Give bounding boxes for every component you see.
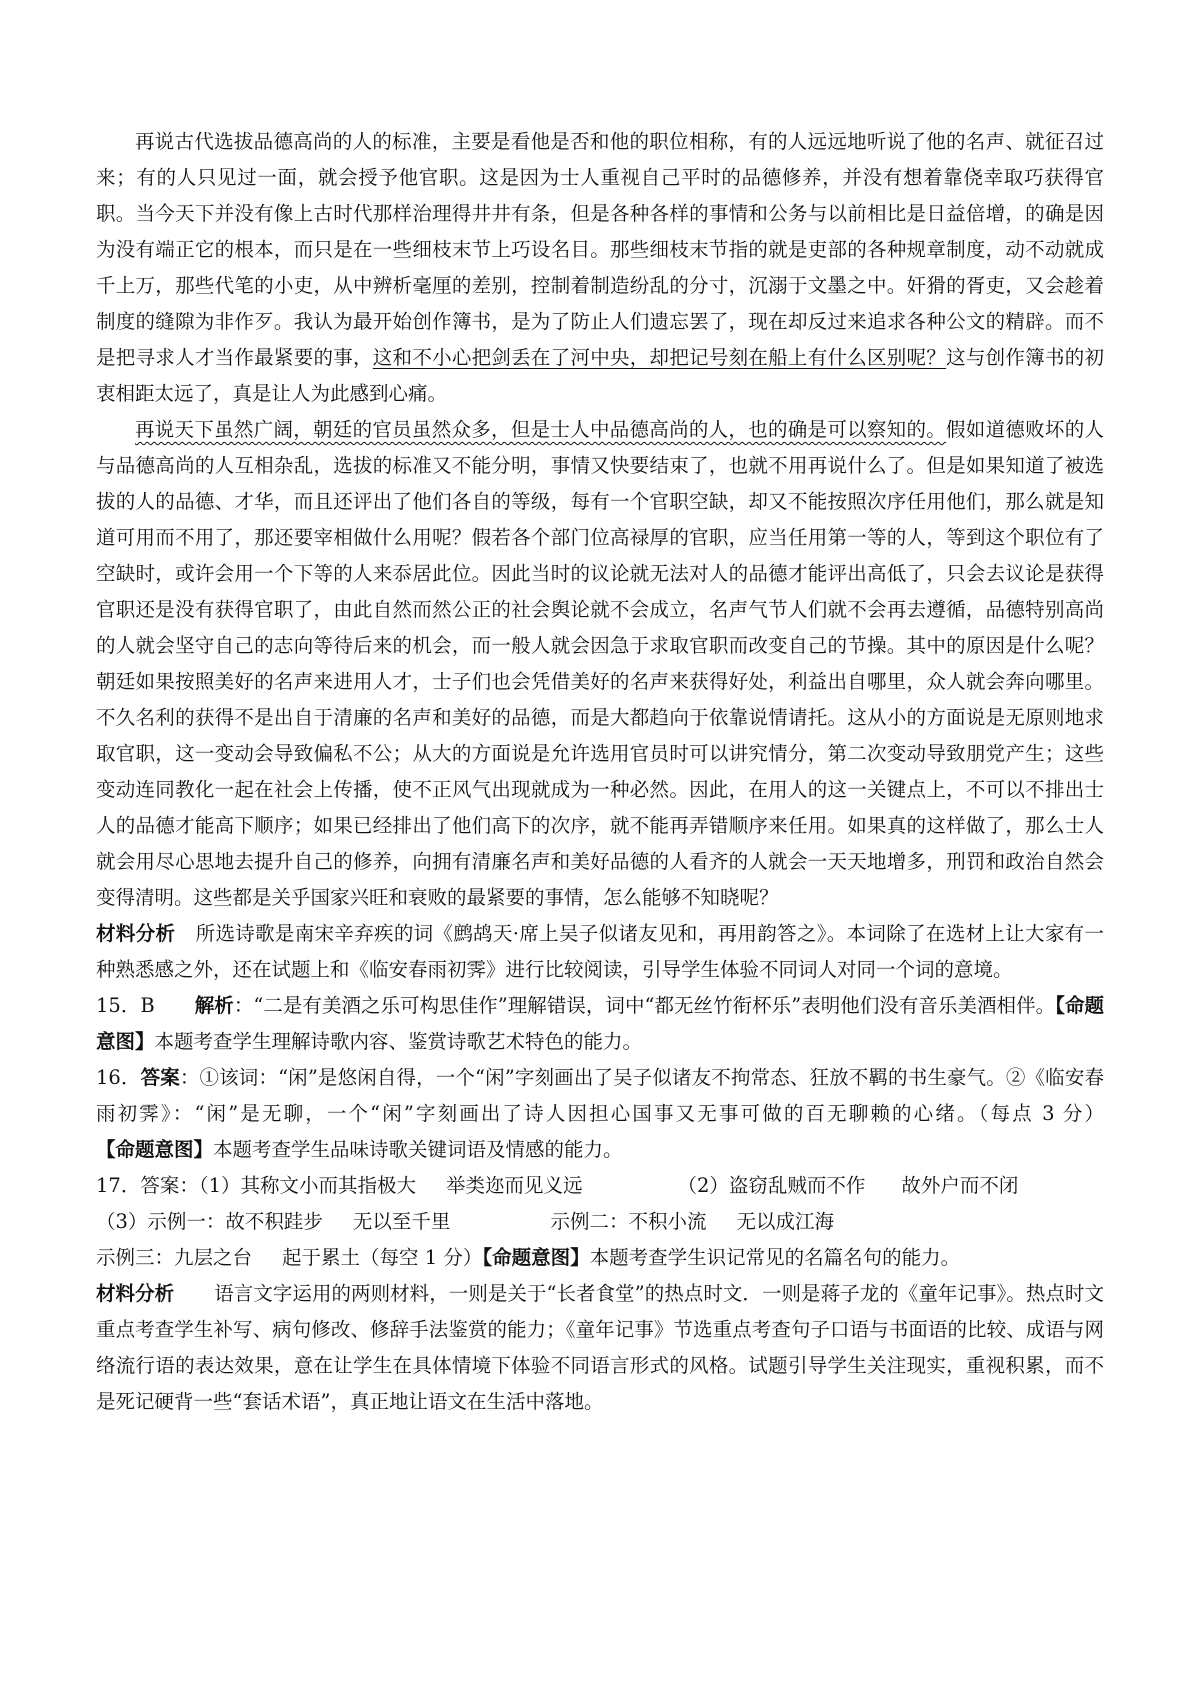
- wavy-underlined-sentence: 再说天下虽然广阔，朝廷的官员虽然众多，但是士人中品德高尚的人，也的确是可以察知的。: [135, 418, 947, 441]
- answer-segment: （3）示例一：故不积跬步: [96, 1210, 323, 1233]
- question-number: 15．B: [96, 994, 155, 1017]
- underlined-sentence: 这和不小心把剑丢在了河中央，却把记号刻在船上有什么区别呢？: [372, 346, 947, 369]
- answer-segment: 举类迩而见义远: [445, 1174, 583, 1197]
- answer-segment: 无以至千里: [352, 1210, 451, 1233]
- translation-paragraph-1: [96, 124, 1104, 412]
- intent-text: 本题考查学生品味诗歌关键词语及情感的能力。: [213, 1138, 623, 1161]
- answer-segment: 故外户而不闭: [901, 1174, 1019, 1197]
- question-17-line-2: [96, 1204, 1104, 1240]
- answer-segment: （2）盗窃乱贼而不作: [677, 1174, 866, 1197]
- paragraph-text: 假如道德败坏的人与品德高尚的人互相杂乱，选拔的标准又不能分明，事情又快要结束了，也就不用再说什么了。但是如果知道了被选拔的人的品德、才华，而且还评出了他们各自的等级，每有一个官职空缺，却又不能按照次序任用他们，那么就是知道可用而不用了，那还要宰相做什么用呢？假若各个部门位高禄厚的官职，应当任用第一等的人，等到这个职位有了空缺时，或许会用一个下等的人来忝居此位。因此当时的议论就无法对人的品德才能评出高低了，只会去议论是获得官职还是没有获得官职了，由此自然而然公正的社会舆论就不会成立，名声气节人们就不会再去遵循，品德特别高尚的人就会坚守自己的志向等待后来的机会，而一般人就会因急于求取官职而改变自己的节操。其中的原因是什么呢？朝廷如果按照美好的名声来进用人才，士子们也会凭借美好的名声来获得好处，利益出自哪里，众人就会奔向哪里。不久名利的获得不是出自于清廉的名声和美好的品德，而是大都趋向于依靠说情请托。这从小的方面说是无原则地求取官职，这一变动会导致偏私不公；从大的方面说是允许选用官员时可以讲究情分，第二次变动导致朋党产生；这些变动连同教化一起在社会上传播，使不正风气出现就成为一种必然。因此，在用人的这一关键点上，不可以不排出士人的品德才能高下顺序；如果已经排出了他们高下的次序，就不能再弄错顺序来任用。如果真的这样做了，那么士人就会用尽心思地去提升自己的修养，向拥有清廉名声和美好品德的人看齐的人就会一天天地增多，刑罚和政治自然会变得清明。这些都是关乎国家兴旺和衰败的最紧要的事情，怎么能够不知晓呢？: [96, 418, 1104, 909]
- paragraph-text: 这与创作簿书的初衷相距太远了，真是让人为此感到心痛。: [96, 346, 1104, 405]
- analysis-text: 所选诗歌是南宋辛弃疾的词《鹧鸪天·席上吴子似诸友见和，再用韵答之》。本词除了在选材上让大家有一种熟悉感之外，还在试题上和《临安春雨初霁》进行比较阅读，引导学生体验不同词人对同一个词的意境。: [96, 922, 1104, 981]
- answer-segment: 17．答案：（1）其称文小而其指极大: [96, 1174, 416, 1197]
- question-16: [96, 1060, 1104, 1168]
- material-analysis-1: [96, 916, 1104, 988]
- analysis-label: 材料分析: [96, 922, 176, 945]
- explanation-label: 解析: [194, 994, 234, 1017]
- answer-label: 答案: [140, 1066, 180, 1089]
- question-number: 16．: [96, 1066, 141, 1089]
- material-analysis-2: [96, 1276, 1104, 1420]
- document-page: [96, 124, 1104, 1420]
- answer-segment: 起于累土（每空 1 分）: [282, 1246, 483, 1269]
- answer-segment: 无以成江海: [736, 1210, 834, 1233]
- question-17-line-1: [96, 1168, 1104, 1204]
- intent-label: 【命题意图】: [96, 994, 1104, 1053]
- explanation-text: ：“二是有美酒之乐可构思佳作”理解错误，词中“都无丝竹衔杯乐”表明他们没有音乐美酒相伴。: [233, 994, 1056, 1017]
- translation-paragraph-2: [96, 412, 1104, 916]
- paragraph-text: 再说古代选拔品德高尚的人的标准，主要是看他是否和他的职位相称，有的人远远地听说了他的名声、就征召过来；有的人只见过一面，就会授予他官职。这是因为士人重视自己平时的品德修养，并没有想着靠侥幸取巧获得官职。当今天下并没有像上古时代那样治理得井井有条，但是各种各样的事情和公务与以前相比是日益倍增，的确是因为没有端正它的根本，而只是在一些细枝末节上巧设名目。那些细枝末节指的就是吏部的各种规章制度，动不动就成千上万，那些代笔的小吏，从中辨析毫厘的差别，控制着制造纷乱的分寸，沉溺于文墨之中。奸猾的胥吏，又会趁着制度的缝隙为非作歹。我认为最开始创作簿书，是为了防止人们遗忘罢了，现在却反过来追求各种公文的精辟。而不是把寻求人才当作最紧要的事，: [96, 130, 1104, 369]
- intent-label: 【命题意图】: [96, 1138, 214, 1161]
- analysis-label: 材料分析: [96, 1282, 175, 1305]
- intent-label: 【命题意图】: [482, 1246, 590, 1269]
- answer-segment: 示例三：九层之台: [96, 1246, 253, 1269]
- analysis-text: 语言文字运用的两则材料，一则是关于“长者食堂”的热点时文．一则是蒋子龙的《童年记事》。热点时文重点考查学生补写、病句修改、修辞手法鉴赏的能力；《童年记事》节选重点考查句子口语与书面语的比较、成语与网络流行语的表达效果，意在让学生在具体情境下体验不同语言形式的风格。试题引导学生关注现实，重视积累，而不是死记硬背一些“套话术语”，真正地让语文在生活中落地。: [96, 1282, 1104, 1413]
- question-15: [96, 988, 1104, 1060]
- question-17-line-3: [96, 1240, 1104, 1276]
- answer-segment: 示例二：不积小流: [550, 1210, 707, 1233]
- answer-text: ：①该词：“闲”是悠闲自得，一个“闲”字刻画出了吴子似诸友不拘常态、狂放不羁的书生豪气。②《临安春雨初霁》：“闲”是无聊，一个“闲”字刻画出了诗人因担心国事又无事可做的百无聊赖的心绪。（每点 3 分）: [96, 1066, 1104, 1125]
- intent-text: 本题考查学生识记常见的名篇名句的能力。: [589, 1246, 961, 1269]
- intent-text: 本题考查学生理解诗歌内容、鉴赏诗歌艺术特色的能力。: [154, 1030, 643, 1053]
